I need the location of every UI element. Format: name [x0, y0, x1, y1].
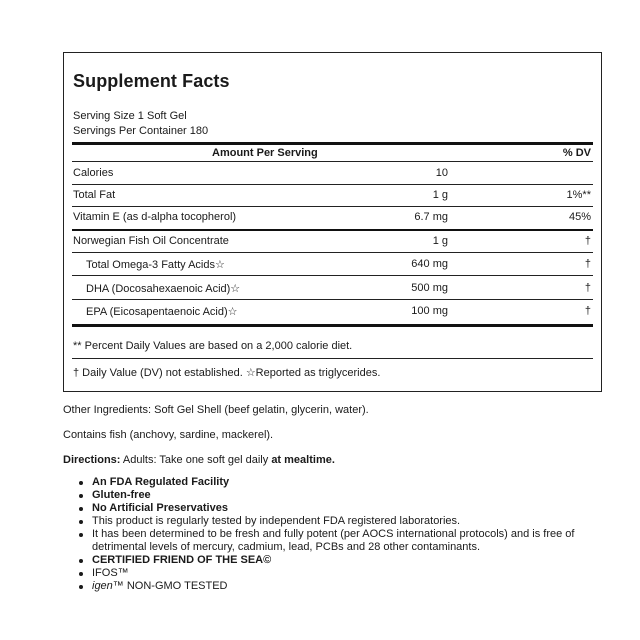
table-row [72, 231, 593, 252]
row-divider [72, 275, 593, 276]
table-row [72, 163, 593, 184]
nutrient-dv: 1%** [566, 189, 591, 201]
table-row [72, 301, 593, 322]
nutrient-amount: 6.7 mg [414, 211, 448, 223]
servings-per-container: Servings Per Container 180 [73, 125, 209, 137]
row-divider [72, 299, 593, 300]
nutrient-dv: † [584, 235, 591, 247]
nutrient-dv: † [584, 305, 591, 317]
list-item: This product is regularly tested by independent FDA registered laboratories. [76, 515, 606, 528]
list-item [76, 580, 606, 593]
table-header [72, 145, 593, 161]
directions [63, 454, 335, 466]
header-dv: % DV [562, 147, 591, 159]
supplement-facts-panel [63, 52, 602, 392]
directions-emphasis: at mealtime. [271, 454, 335, 466]
nutrient-dv: 45% [568, 211, 591, 223]
nutrient-name: Total Fat [73, 189, 116, 201]
footnote-divider [72, 358, 593, 359]
serving-size: Serving Size 1 Soft Gel [73, 110, 187, 122]
product-claims-list [76, 476, 606, 593]
nutrient-name: Vitamin E (as d-alpha tocopherol) [73, 211, 237, 223]
nutrient-amount: 1 g [432, 235, 448, 247]
nutrient-name: DHA (Docosahexaenoic Acid)☆ [86, 283, 241, 295]
other-ingredients: Other Ingredients: Soft Gel Shell (beef gelatin, glycerin, water). [63, 404, 369, 416]
list-item: IFOS™ [76, 567, 606, 580]
nutrient-amount: 500 mg [411, 282, 448, 294]
table-bottom-rule [72, 324, 593, 327]
daily-values-footnote: ** Percent Daily Values are based on a 2,000 calorie diet. [73, 340, 353, 352]
nutrient-amount: 1 g [432, 189, 448, 201]
dv-not-established-footnote: † Daily Value (DV) not established. ☆Reported as triglycerides. [73, 367, 381, 379]
non-gmo-text: NON-GMO TESTED [126, 580, 228, 592]
nutrient-amount: 640 mg [411, 258, 448, 270]
header-amount: Amount Per Serving [212, 147, 318, 159]
nutrient-name: Total Omega-3 Fatty Acids☆ [86, 259, 225, 271]
nutrient-dv: † [584, 282, 591, 294]
nutrient-name: EPA (Eicosapentaenoic Acid)☆ [86, 306, 238, 318]
allergen-statement: Contains fish (anchovy, sardine, mackerel). [63, 429, 274, 441]
nutrient-name: Norwegian Fish Oil Concentrate [73, 235, 229, 247]
directions-text: Adults: Take one soft gel daily [120, 454, 272, 466]
header-bottom-rule [72, 161, 593, 162]
nutrient-amount: 10 [435, 167, 448, 179]
list-item: It has been determined to be fresh and fully potent (per AOCS international protocols) and is free of detrimental levels of mercury, cadmium, lead, PCBs and 28 other contaminants. [76, 528, 606, 554]
list-item: Gluten-free [76, 489, 606, 502]
table-row [72, 254, 593, 275]
table-row [72, 278, 593, 299]
nutrient-amount: 100 mg [411, 305, 448, 317]
nutrient-name: Calories [73, 167, 114, 179]
panel-title: Supplement Facts [73, 71, 230, 91]
table-row [72, 207, 593, 228]
nutrient-dv: † [584, 258, 591, 270]
list-item: No Artificial Preservatives [76, 502, 606, 515]
list-item: An FDA Regulated Facility [76, 476, 606, 489]
row-divider [72, 252, 593, 253]
table-row [72, 185, 593, 206]
list-item: CERTIFIED FRIEND OF THE SEA© [76, 554, 606, 567]
directions-label: Directions: [63, 454, 121, 466]
igen-mark: igen™ [92, 580, 124, 592]
